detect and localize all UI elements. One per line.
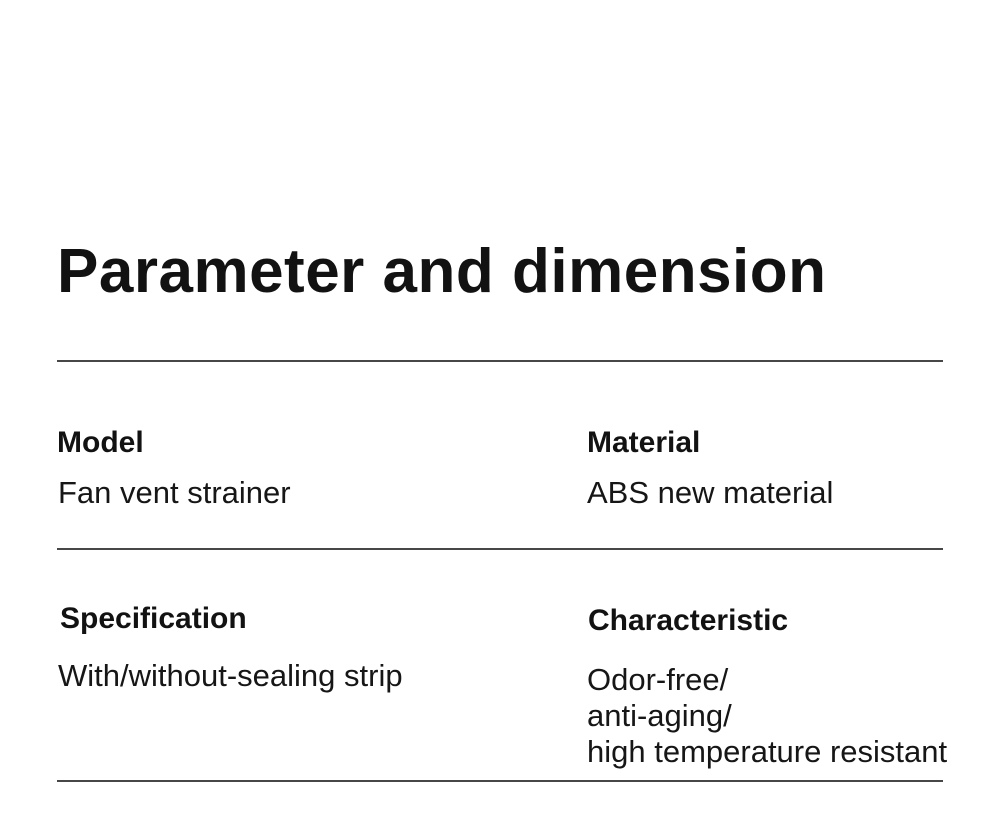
characteristic-value-line-1: Odor-free/ (587, 662, 729, 697)
characteristic-value-line-2: anti-aging/ (587, 698, 732, 733)
model-value: Fan vent strainer (58, 475, 291, 510)
divider-middle (57, 548, 943, 550)
characteristic-value (587, 662, 947, 770)
specification-label: Specification (60, 602, 247, 635)
divider-bottom (57, 780, 943, 782)
page-title: Parameter and dimension (57, 236, 827, 306)
characteristic-value-line-3: high temperature resistant (587, 734, 948, 769)
model-label: Model (57, 426, 144, 459)
specification-value: With/without-sealing strip (58, 658, 403, 693)
divider-top (57, 360, 943, 362)
material-value: ABS new material (587, 475, 834, 510)
material-label: Material (587, 426, 701, 459)
characteristic-label: Characteristic (588, 604, 789, 637)
